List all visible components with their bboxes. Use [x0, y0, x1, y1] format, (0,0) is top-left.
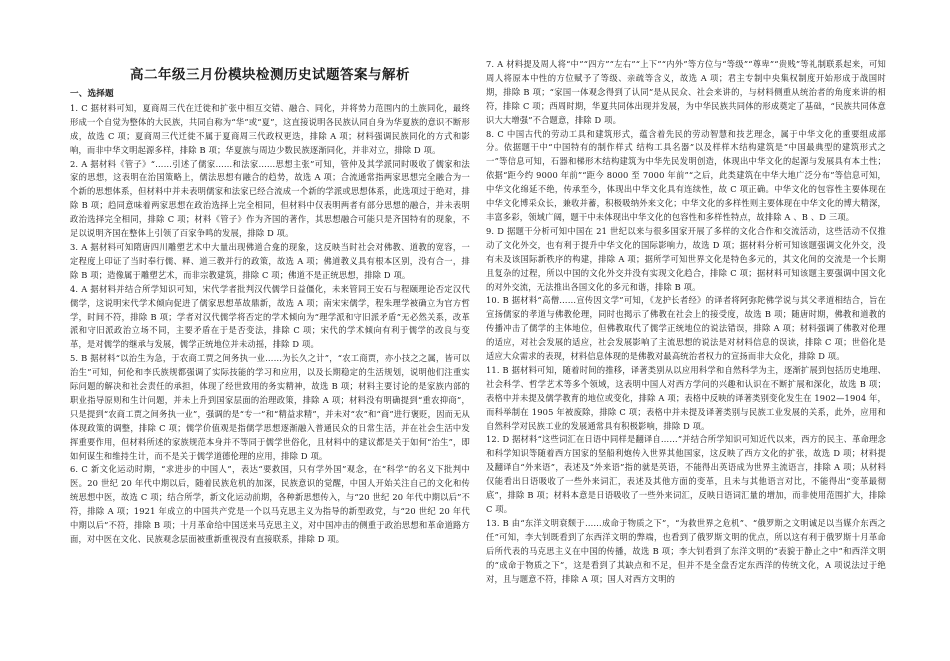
answer-text: A 材料提及周人将“中”“四方”“左右”“上下”“内外”等方位与“等级”“尊卑”“贵贱”等礼制联系起来，可知周人将原本中性的方位赋予了等级、亲疏等含义，故选 A 项；君主专制中央集权制度开始形成于战国时期，排除 B 项；“家国一体观念得到了认同”是从民众、社会来讲的，与材料侧重从统治者的角度来讲的相符，排除 C 项；西周时期，华夏共同体出现并发展，为中华民族共同体的形成奠定了基础，“民族共同体意识大大增强”不合题意，排除 D 项。: [486, 59, 886, 125]
answer-number: 7.: [486, 59, 495, 69]
answer-text: A 据材料《管子》“……引述了儒家……和法家……思想主张”可知，管仲及其学派同时吸收了儒家和法家的思想，这表明在治国策略上，儒法思想有融合的趋势，故选 A 项；合流通常指两家思想完全融合为一个新的思想体系，但材料中并未表明儒家和法家已经合流成一个新的学派或思想体系，此选项过于绝对，排除 B 项；趋同意味着两家思想在政治选择上完全相同，但材料中仅表明两者有部分思想的融合，并未表明政治选择完全相同，排除 C 项；材料《管子》作为齐国的著作，其思想融合可能只是齐国特有的现象，不足以说明齐国在整体上引领了百家争鸣的发展，排除 D 项。: [70, 158, 470, 239]
answer-number: 8.: [486, 128, 495, 139]
right-items: [486, 58, 886, 586]
answer-item: [70, 241, 470, 283]
answer-number: 13.: [486, 517, 500, 528]
answer-text: C 新文化运动时期，“求进步的中国人”，表达“要救国，只有学外国”观念，在“科学”的名义下批判中医。20 世纪 20 年代中期以后，随着民族危机的加深，民族意识的觉醒，中国人开始关注自己的文化和传统思想中医，故选 C 项；结合所学，新文化运动前期，各种新思想传入，与“20 世纪 20 年代中期以后”不符，排除 A 项；1921 年成立的中国共产党是一个以马克思主义为指导的新型政党，与“20 世纪 20 年代中期以后”不符，排除 B 项；十月革命给中国送来马克思主义，对中国冲击的侧重于政治思想和革命道路方面，对中医在文化、民族观念层面被重新重视没有直接联系，排除 D 项。: [70, 464, 470, 544]
answer-item: [70, 158, 470, 241]
answer-item: [70, 283, 470, 353]
answer-item: [486, 294, 886, 364]
section-heading: 一、选择题: [70, 89, 114, 99]
answer-number: 6.: [70, 464, 79, 475]
answer-number: 5.: [70, 353, 79, 364]
answer-text: C 据材料可知，夏商周三代在迁徙和扩张中相互交错、融合、同化，并将势力范围内的土族同化，最终形成一个自觉为整体的大民族，共同自称为“华”或“夏”，这直接说明各民族认同自身为华夏族的意识不断形成，故选 C 项；夏商周三代迁徙不属于夏商周三代政权更迭，排除 A 项；材料强调民族同化的方式和影响，而非中华文明起源多样，排除 B 项；华夏族与周边少数民族逐渐同化，并非对立，排除 D 项。: [70, 102, 470, 155]
left-items: [70, 102, 470, 547]
answer-text: D 据材料“这些词汇在日语中同样是翻译自……”并结合所学知识可知近代以来，西方的民主、革命理念和科学知识等随着西方国家的坚船利炮传入世界其他国家，这反映了西方文化的扩张，故选 D 项；材料提及翻译自“外来语”，表述及“外来语”指的就是英语，不能得出英语成为世界主流语言，排除 A 项；从材料仅能看出日语吸收了一些外来词汇，表述及其他方面的变革，且未与其他语言对比，不能得出“变革最彻底”，排除 B 项；材料本意是日语吸收了一些外来词汇，反映日语词汇量的增加，而非使用范围扩大，排除 C 项。: [486, 434, 887, 514]
answer-number: 3.: [70, 241, 79, 252]
answer-item: [486, 433, 886, 516]
answer-number: 12.: [486, 434, 500, 445]
answer-text: B 据材料“高僧……宣传因文学”可知，《龙护长者经》的译者将阿弥陀佛学说与其父孝道相结合，旨在宣扬儒家的孝道与佛教伦理，同时也揭示了佛教在社会上的接受度，故选 B 项；随唐时期，佛教和道教的传播冲击了儒学的主体地位，但佛教取代了儒学正统地位的说法错误，排除 A 项；材料强调了佛教对伦理的适应，对社会发展的适应，社会发展影响了主流思想的说法是对材料信息的误读，排除 C 项；世俗化是适应大众需求的表现，材料信息体现的是佛教对最高统治者权力的宣扬而非大众化，排除 D 项。: [486, 295, 886, 362]
answer-text: A 据材料可知隋唐四川雕塑艺术中大量出现佛道合龛的现象，这反映当时社会对佛教、道教的宽容，一定程度上印证了当时奉行儒、释、道三教并行的政策，故选 A 项；佛道教义具有根本区别，没有合一，排除 B 项；造像属于雕塑艺术，而非宗教建筑，排除 C 项；佛道不是正统思想，排除 D 项。: [70, 241, 470, 280]
answer-text: D 据题干分析可知中国在 21 世纪以来与很多国家开展了多样的文化合作和交流活动，这些活动不仅推动了文化外交，也有利于提升中华文化的国际影响力，故选 D 项；据材料分析可知该题强调文化外交，没有未及该国际新秩序的构建，排除 A 项；据所学可知世界文化是特色多元的，其文化间的交流是一个长期且复杂的过程，所以中国的文化外交并没有实现文化趋合，排除 C 项；据材料可知该题主要强调中国文化的对外交流，无法推出各国文化的多元和谐，排除 B 项。: [486, 225, 887, 292]
answer-number: 4.: [70, 283, 79, 294]
answer-item: [70, 463, 470, 546]
answer-number: 9.: [486, 225, 495, 236]
answer-number: 2.: [70, 158, 79, 169]
answer-number: 1.: [70, 102, 79, 113]
answer-number: 11.: [486, 364, 500, 375]
answer-text: B 据材料可知，随着时间的推移，译著类别从以应用科学和自然科学为主，逐渐扩展到包括历史地理、社会科学、哲学艺术等多个领域，这表明中国人对西方学问的兴趣和认识在不断扩展和深化，故选 B 项；表格中并未提及儒学教育的地位或变化，排除 A 项；表格中反映的译著类别变化发生在 1902—1904 年，而科举制在 1905 年被废除，排除 C 项；表格中并未提及译著类别与民族工业发展的关系，此外，应用和自然科学对民族工业的发展通常具有积极影响，排除 D 项。: [486, 364, 886, 431]
answer-item: [486, 517, 886, 587]
answer-item: [486, 364, 886, 434]
answer-text: A 据材料并结合所学知识可知，宋代学者批判汉代儒学日益僵化，未来管同王安石与程颐理论否定汉代儒学，这说明宋代学术倾向促进了儒家思想革故鼎新，故选 A 项；南宋宋儒学，程朱理学被确立为官方哲学，时间不符，排除 B 项；学者对汉代儒学将否定的学术倾向为“理学派和守旧派矛盾”无必然关系，改革派和守旧派政治立场不同，主要矛盾在于是否变法，排除 C 项；宋代的学术倾向有利于儒学的改良与变革，是对儒学的继承与发展，儒学正统地位并未动摇，排除 D 项。: [70, 283, 470, 350]
answer-text: C 中国古代的劳动工具和建筑形式，蕴含着先民的劳动智慧和技艺理念，属于中华文化的重要组成部分。依据题干中“中国特有的制作样式 结构工具名器”以及样样木结构建筑是“中国最典型的建筑形式之一”等信息可知，石器和梯形木结构建筑为中华先民发明创造，体现出中华文化的起源与发展具有本土性；依据“距今约 9000 年前”“距今 8000 至 7000 年前”“之后，此类建筑在中华大地广泛分布”等信息可知，中华文化绵延不绝，传承至今，体现出中华文化具有连续性，故 C 项正确。中华文化的包容性主要体现在中华文化博采众长，兼收并蓄，积极吸纳外来文化；中华文化的多样性则主要体现在中华文化的博大精深，丰富多彩，领域广阔，题干中未体现出中华文化的包容性和多样性特点，故排除 A 、B 、D 三项。: [486, 128, 886, 222]
answer-text: B 由“东洋文明衰颓于……成命于物质之下”，“为救世界之危机”、“俄罗斯之文明诚足以当媒介东西之任”可知，李大钊既看到了东西洋文明的弊端，也看到了俄罗斯文明的优点，所以这有利于俄罗斯十月革命后所代表的马克思主义在中国的传播，故选 B 项；李大钊看到了东洋文明的“表貌于静止之中”和西洋文明的“成命于物质之下”，这是看到了其缺点和不足，但并不是全盘否定东西洋的传统文化，A 项说法过于绝对，且与题意不符，排除 A 项；国人对西方文明的: [486, 517, 886, 584]
answer-item: [70, 352, 470, 463]
answer-item: [486, 225, 886, 295]
left-column: [70, 66, 470, 547]
answer-item: [486, 128, 886, 225]
answer-number: 10.: [486, 295, 500, 306]
right-column: [486, 58, 886, 586]
answer-item: [70, 102, 470, 158]
answer-item: [486, 58, 886, 128]
answer-text: B 据材料“以治生为急，于农商工贾之间务执一业……为长久之计”，“农工商贾，亦小技之之属，皆可以治生”可知，何伦和李氏族规都强调了实际技能的学习和应用，以及长期稳定的生活规划，说明他们注重实际问题的解决和社会责任的承担，体现了经世致用的务实精神，故选 B 项；材料主要讨论的是家族内部的职业指导原则和生计问题，并未上升到国家层面的治理政策，排除 A 项；材料没有明确提到“重农抑商”，只是提到“农商工贾之间务执一业”，强调的是“专一”和“精益求精”，并未对“农”和“商”进行褒贬，因而无从体现政策的调整，排除 C 项；儒学价值观是指儒学思想逐渐融入普通民众的日常生活，并在社会生活中发挥重要作用，但材料所述的家族规范本身并不等同于儒学世俗化，且材料中的建议都是关于如何“治生”，即如何谋生和维持生计，而不是关于儒学道德伦理的应用，排除 D 项。: [70, 353, 470, 461]
page-title: 高二年级三月份模块检测历史试题答案与解析: [130, 67, 410, 83]
